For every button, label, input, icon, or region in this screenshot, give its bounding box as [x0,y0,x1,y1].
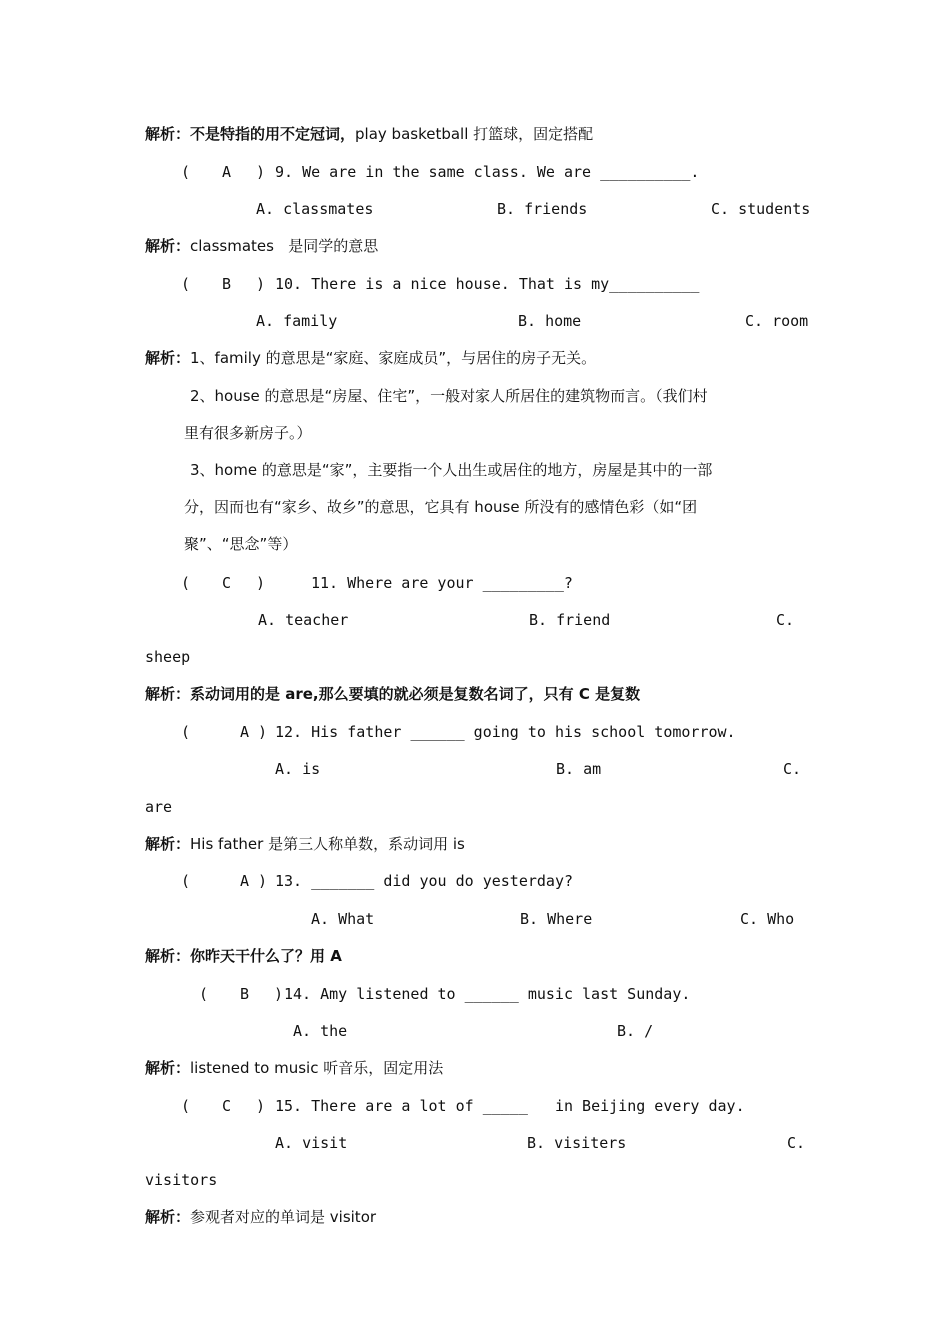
answer-letter: C [222,574,232,592]
option-a: A. classmates [256,200,374,218]
question-text: 10. There is a nice house. That is my__________ [275,275,700,293]
question-text: 15. There are a lot of _____ in Beijing every day. [275,1097,745,1115]
explanation-label: 解析： [145,1208,191,1226]
paren-close: ) [274,985,284,1003]
option-b: B. visiters [527,1134,627,1152]
answer-letter: B [240,985,250,1003]
option-a: A. visit [275,1134,348,1152]
option-a: A. is [275,760,321,778]
option-a: A. teacher [258,611,349,629]
paren-close: ) [256,163,266,181]
paren-open: ( [181,872,191,890]
paren-close: ) [256,275,266,293]
explanation-text: His father 是第三人称单数，系动词用 is [190,835,465,853]
explanation-q8 [145,123,593,145]
option-a: A. What [311,910,375,928]
explanation-text: 你昨天干什么了？用 A [190,947,342,965]
explanation-text: 参观者对应的单词是 visitor [190,1208,377,1226]
option-c: C. [776,611,795,629]
explanation-label: 解析： [145,349,191,367]
answer-letter: C [222,1097,232,1115]
question-text: 11. Where are your _________? [311,574,573,592]
option-c: C. room [745,312,809,330]
option-b: B. / [617,1022,654,1040]
answer-letter: A ) [240,872,268,890]
explanation-label: 解析： [145,835,191,853]
option-b: B. home [518,312,582,330]
explanation-text: 1、family 的意思是“家庭、家庭成员”，与居住的房子无关。 [190,349,597,367]
option-b: B. friend [529,611,611,629]
paren-open: ( [181,1097,191,1115]
explanation-label: 解析： [145,685,191,703]
explanation-bold-text: 不是特指的用不定冠词， [190,125,356,143]
question-text: 9. We are in the same class. We are __________. [275,163,700,181]
answer-letter: A ) [240,723,268,741]
question-text: 14. Amy listened to ______ music last Sunday. [284,985,691,1003]
option-c-text: are [145,798,173,816]
explanation-q9 [145,235,378,257]
option-c: C. [783,760,802,778]
explanation-q15 [145,1206,376,1228]
explanation-line: 分，因而也有“家乡、故乡”的意思，它具有 house 所没有的感情色彩（如“团 [184,498,698,516]
option-a: A. family [256,312,338,330]
explanation-text: classmates 是同学的意思 [190,237,379,255]
explanation-line: 3、home 的意思是“家”，主要指一个人出生或居住的地方，房屋是其中的一部 [190,461,713,479]
option-a: A. the [293,1022,348,1040]
explanation-q14 [145,1057,443,1079]
explanation-label: 解析： [145,125,191,143]
paren-open: ( [199,985,209,1003]
option-b: B. friends [497,200,588,218]
paren-close: ) [256,574,266,592]
explanation-line: 聚”、“思念”等） [184,535,298,553]
explanation-text: 系动词用的是 are,那么要填的就必须是复数名词了，只有 C 是复数 [190,685,641,703]
answer-letter: A [222,163,232,181]
option-c-text: sheep [145,648,191,666]
paren-open: ( [181,163,191,181]
explanation-q10 [145,347,596,369]
explanation-line: 2、house 的意思是“房屋、住宅”，一般对家人所居住的建筑物而言。（我们村 [190,387,708,405]
answer-letter: B [222,275,232,293]
explanation-text: listened to music 听音乐，固定用法 [190,1059,444,1077]
option-c-text: visitors [145,1171,218,1189]
paren-open: ( [181,574,191,592]
option-c: C. [787,1134,806,1152]
explanation-q12 [145,833,465,855]
question-text: 13. _______ did you do yesterday? [275,872,574,890]
explanation-text: play basketball 打篮球，固定搭配 [355,125,594,143]
explanation-q13 [145,945,342,967]
option-c: C. Who [740,910,795,928]
question-text: 12. His father ______ going to his school tomorrow. [275,723,736,741]
explanation-label: 解析： [145,1059,191,1077]
paren-open: ( [181,723,191,741]
explanation-label: 解析： [145,237,191,255]
option-b: B. Where [520,910,593,928]
explanation-label: 解析： [145,947,191,965]
option-b: B. am [556,760,602,778]
explanation-line: 里有很多新房子。） [184,424,312,442]
option-c: C. students [711,200,811,218]
explanation-q11 [145,683,640,705]
paren-open: ( [181,275,191,293]
paren-close: ) [256,1097,266,1115]
